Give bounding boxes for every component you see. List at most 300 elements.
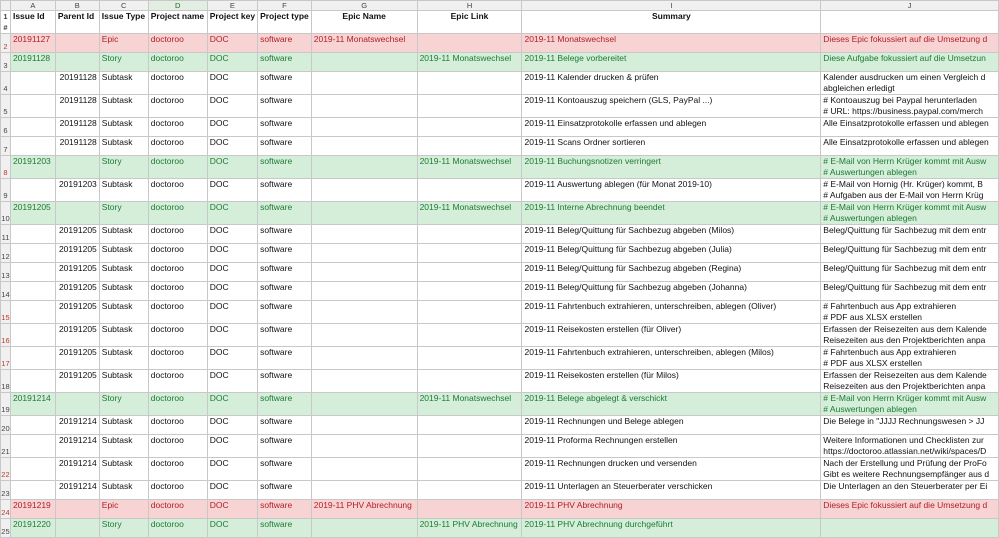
cell-description[interactable]: Weitere Informationen und Checklisten zur https://doctoroo.atlassian.net/wiki/spaces/D	[821, 435, 999, 458]
cell-epic-link[interactable]	[417, 34, 522, 53]
cell-summary[interactable]: 2019-11 Belege vorbereitet	[522, 53, 821, 72]
cell-epic-link[interactable]	[417, 282, 522, 301]
cell-project-key[interactable]: DOC	[207, 156, 257, 179]
cell-issue-id[interactable]	[10, 137, 55, 156]
cell-epic-name[interactable]	[311, 458, 417, 481]
cell-project-type[interactable]: software	[258, 156, 312, 179]
cell-project-name[interactable]: doctoroo	[148, 263, 207, 282]
cell-issue-type[interactable]: Epic	[99, 34, 148, 53]
cell-project-type[interactable]: software	[258, 72, 312, 95]
cell-epic-link[interactable]: 2019-11 Monatswechsel	[417, 393, 522, 416]
cell-summary[interactable]: 2019-11 Beleg/Quittung für Sachbezug abgeben (Milos)	[522, 225, 821, 244]
column-header-e[interactable]: E	[207, 1, 257, 11]
cell-summary[interactable]: 2019-11 Auswertung ablegen (für Monat 2019-10)	[522, 179, 821, 202]
cell-issue-type[interactable]: Subtask	[99, 347, 148, 370]
cell-parent-id[interactable]: 20191128	[55, 72, 99, 95]
cell-issue-id[interactable]	[10, 301, 55, 324]
row-number[interactable]: 15	[1, 301, 11, 324]
cell-parent-id[interactable]: 20191205	[55, 282, 99, 301]
column-header-i[interactable]: I	[522, 1, 821, 11]
cell-project-name[interactable]: doctoroo	[148, 34, 207, 53]
cell-project-name[interactable]: doctoroo	[148, 481, 207, 500]
cell-epic-name[interactable]	[311, 95, 417, 118]
cell-issue-id[interactable]: 20191127	[10, 34, 55, 53]
cell-summary[interactable]: 2019-11 Beleg/Quittung für Sachbezug abgeben (Johanna)	[522, 282, 821, 301]
cell-project-name[interactable]: doctoroo	[148, 244, 207, 263]
cell-issue-type[interactable]: Subtask	[99, 118, 148, 137]
cell-project-type[interactable]: software	[258, 370, 312, 393]
column-header-a[interactable]: A	[10, 1, 55, 11]
cell-epic-link[interactable]	[417, 458, 522, 481]
cell-description[interactable]: Nach der Erstellung und Prüfung der ProFo Gibt es weitere Rechnungsempfänger aus d	[821, 458, 999, 481]
cell-epic-link[interactable]	[417, 416, 522, 435]
header-parent-id[interactable]: Parent Id	[55, 11, 99, 34]
cell-summary[interactable]: 2019-11 Reisekosten erstellen (für Oliver)	[522, 324, 821, 347]
header-project-key[interactable]: Project key	[207, 11, 257, 34]
cell-project-name[interactable]: doctoroo	[148, 393, 207, 416]
cell-issue-type[interactable]: Subtask	[99, 282, 148, 301]
cell-description[interactable]: Diese Aufgabe fokussiert auf die Umsetzun	[821, 53, 999, 72]
cell-epic-link[interactable]	[417, 225, 522, 244]
cell-issue-id[interactable]: 20191203	[10, 156, 55, 179]
cell-issue-type[interactable]: Subtask	[99, 481, 148, 500]
column-header-j[interactable]: J	[821, 1, 999, 11]
cell-description[interactable]: Alle Einsatzprotokolle erfassen und ablegen	[821, 118, 999, 137]
table-row	[1, 137, 999, 156]
column-header-f[interactable]: F	[258, 1, 312, 11]
cell-description[interactable]: Die Unterlagen an den Steuerberater per Ei	[821, 481, 999, 500]
cell-epic-name[interactable]: 2019-11 PHV Abrechnung	[311, 500, 417, 519]
cell-epic-link[interactable]	[417, 370, 522, 393]
cell-description[interactable]: Beleg/Quittung für Sachbezug mit dem entr	[821, 263, 999, 282]
cell-issue-id[interactable]	[10, 225, 55, 244]
cell-summary[interactable]: 2019-11 Fahrtenbuch extrahieren, unterschreiben, ablegen (Milos)	[522, 347, 821, 370]
cell-project-name[interactable]: doctoroo	[148, 370, 207, 393]
header-description[interactable]	[821, 11, 999, 34]
table-row	[1, 416, 999, 435]
cell-issue-id[interactable]	[10, 244, 55, 263]
cell-description[interactable]: Dieses Epic fokussiert auf die Umsetzung d	[821, 500, 999, 519]
cell-project-name[interactable]: doctoroo	[148, 458, 207, 481]
cell-parent-id[interactable]: 20191205	[55, 263, 99, 282]
row-number[interactable]: 16	[1, 324, 11, 347]
cell-project-type[interactable]: software	[258, 137, 312, 156]
cell-description[interactable]: Kalender ausdrucken um einen Vergleich d abgleichen erledigt	[821, 72, 999, 95]
cell-project-key[interactable]: DOC	[207, 481, 257, 500]
row-number[interactable]: 25	[1, 519, 11, 538]
cell-epic-name[interactable]	[311, 118, 417, 137]
cell-project-name[interactable]: doctoroo	[148, 202, 207, 225]
cell-epic-name[interactable]	[311, 301, 417, 324]
cell-description[interactable]: Erfassen der Reisezeiten aus dem Kalende Reisezeiten aus den Projektberichten anpa	[821, 370, 999, 393]
row-number[interactable]: 19	[1, 393, 11, 416]
cell-issue-id[interactable]	[10, 282, 55, 301]
cell-epic-name[interactable]	[311, 244, 417, 263]
cell-summary[interactable]: 2019-11 Unterlagen an Steuerberater verschicken	[522, 481, 821, 500]
cell-epic-name[interactable]	[311, 202, 417, 225]
cell-issue-type[interactable]: Subtask	[99, 301, 148, 324]
cell-description[interactable]: Dieses Epic fokussiert auf die Umsetzung d	[821, 34, 999, 53]
row-number[interactable]: 9	[1, 179, 11, 202]
row-number[interactable]: 21	[1, 435, 11, 458]
cell-epic-link[interactable]: 2019-11 PHV Abrechnung	[417, 519, 522, 538]
cell-issue-id[interactable]	[10, 263, 55, 282]
cell-summary[interactable]: 2019-11 Belege abgelegt & verschickt	[522, 393, 821, 416]
cell-description[interactable]: # Fahrtenbuch aus App extrahieren # PDF aus XLSX erstellen	[821, 347, 999, 370]
cell-epic-link[interactable]	[417, 137, 522, 156]
cell-project-name[interactable]: doctoroo	[148, 347, 207, 370]
table-row	[1, 435, 999, 458]
table-row	[1, 34, 999, 53]
cell-summary[interactable]: 2019-11 Monatswechsel	[522, 34, 821, 53]
cell-project-type[interactable]: software	[258, 416, 312, 435]
cell-issue-type[interactable]: Subtask	[99, 179, 148, 202]
header-project-name[interactable]: Project name	[148, 11, 207, 34]
cell-project-type[interactable]: software	[258, 263, 312, 282]
cell-parent-id[interactable]: 20191214	[55, 481, 99, 500]
row-number[interactable]: 12	[1, 244, 11, 263]
cell-project-key[interactable]: DOC	[207, 118, 257, 137]
cell-summary[interactable]: 2019-11 Reisekosten erstellen (für Milos)	[522, 370, 821, 393]
cell-issue-type[interactable]: Story	[99, 53, 148, 72]
cell-summary[interactable]: 2019-11 Buchungsnotizen verringert	[522, 156, 821, 179]
cell-epic-name[interactable]	[311, 263, 417, 282]
cell-epic-link[interactable]	[417, 481, 522, 500]
cell-summary[interactable]: 2019-11 Proforma Rechnungen erstellen	[522, 435, 821, 458]
cell-project-key[interactable]: DOC	[207, 416, 257, 435]
cell-parent-id[interactable]	[55, 500, 99, 519]
cell-issue-type[interactable]: Story	[99, 156, 148, 179]
row-number[interactable]: 22	[1, 458, 11, 481]
cell-epic-name[interactable]	[311, 347, 417, 370]
cell-parent-id[interactable]: 20191205	[55, 324, 99, 347]
cell-issue-id[interactable]: 20191219	[10, 500, 55, 519]
cell-summary[interactable]: 2019-11 Kontoauszug speichern (GLS, PayPal ...)	[522, 95, 821, 118]
cell-issue-id[interactable]	[10, 95, 55, 118]
cell-project-type[interactable]: software	[258, 282, 312, 301]
cell-summary[interactable]: 2019-11 Scans Ordner sortieren	[522, 137, 821, 156]
header-summary[interactable]: Summary	[522, 11, 821, 34]
cell-epic-link[interactable]	[417, 324, 522, 347]
cell-summary[interactable]: 2019-11 Kalender drucken & prüfen	[522, 72, 821, 95]
cell-project-key[interactable]: DOC	[207, 347, 257, 370]
cell-issue-type[interactable]: Subtask	[99, 324, 148, 347]
cell-parent-id[interactable]: 20191205	[55, 370, 99, 393]
header-epic-name[interactable]: Epic Name	[311, 11, 417, 34]
cell-project-key[interactable]: DOC	[207, 500, 257, 519]
cell-epic-name[interactable]: 2019-11 Monatswechsel	[311, 34, 417, 53]
cell-epic-link[interactable]	[417, 72, 522, 95]
cell-parent-id[interactable]	[55, 393, 99, 416]
cell-project-key[interactable]: DOC	[207, 53, 257, 72]
cell-description[interactable]: Beleg/Quittung für Sachbezug mit dem entr	[821, 282, 999, 301]
cell-project-name[interactable]: doctoroo	[148, 72, 207, 95]
header-issue-id[interactable]: Issue Id	[10, 11, 55, 34]
cell-issue-type[interactable]: Story	[99, 519, 148, 538]
cell-description[interactable]: # E-Mail von Hornig (Hr. Krüger) kommt, B # Aufgaben aus der E-Mail von Herrn Krüg	[821, 179, 999, 202]
cell-parent-id[interactable]	[55, 156, 99, 179]
cell-project-name[interactable]: doctoroo	[148, 137, 207, 156]
cell-project-type[interactable]: software	[258, 53, 312, 72]
cell-project-type[interactable]: software	[258, 481, 312, 500]
header-issue-type[interactable]: Issue Type	[99, 11, 148, 34]
cell-issue-id[interactable]	[10, 118, 55, 137]
cell-description[interactable]: # E-Mail von Herrn Krüger kommt mit Ausw # Auswertungen ablegen	[821, 393, 999, 416]
cell-issue-type[interactable]: Story	[99, 202, 148, 225]
cell-parent-id[interactable]: 20191214	[55, 435, 99, 458]
cell-project-key[interactable]: DOC	[207, 282, 257, 301]
cell-epic-link[interactable]	[417, 347, 522, 370]
cell-epic-link[interactable]	[417, 179, 522, 202]
cell-epic-name[interactable]	[311, 370, 417, 393]
cell-project-type[interactable]: software	[258, 393, 312, 416]
cell-issue-id[interactable]: 20191220	[10, 519, 55, 538]
cell-project-key[interactable]: DOC	[207, 202, 257, 225]
cell-project-type[interactable]: software	[258, 95, 312, 118]
cell-description[interactable]: Beleg/Quittung für Sachbezug mit dem entr	[821, 244, 999, 263]
cell-epic-link[interactable]	[417, 118, 522, 137]
cell-issue-id[interactable]: 20191205	[10, 202, 55, 225]
cell-epic-link[interactable]: 2019-11 Monatswechsel	[417, 156, 522, 179]
cell-epic-link[interactable]: 2019-11 Monatswechsel	[417, 53, 522, 72]
row-number[interactable]: 13	[1, 263, 11, 282]
cell-project-type[interactable]: software	[258, 347, 312, 370]
cell-parent-id[interactable]: 20191205	[55, 244, 99, 263]
cell-issue-type[interactable]: Subtask	[99, 137, 148, 156]
table-row	[1, 519, 999, 538]
row-number[interactable]: 11	[1, 225, 11, 244]
cell-epic-link[interactable]: 2019-11 Monatswechsel	[417, 202, 522, 225]
row-number[interactable]: 14	[1, 282, 11, 301]
cell-epic-name[interactable]	[311, 53, 417, 72]
column-header-c[interactable]: C	[99, 1, 148, 11]
cell-project-type[interactable]: software	[258, 202, 312, 225]
cell-issue-id[interactable]	[10, 435, 55, 458]
table-row	[1, 301, 999, 324]
cell-summary[interactable]: 2019-11 Fahrtenbuch extrahieren, unterschreiben, ablegen (Oliver)	[522, 301, 821, 324]
cell-project-key[interactable]: DOC	[207, 225, 257, 244]
cell-issue-type[interactable]: Subtask	[99, 370, 148, 393]
table-row	[1, 500, 999, 519]
cell-epic-name[interactable]	[311, 225, 417, 244]
cell-summary[interactable]: 2019-11 Beleg/Quittung für Sachbezug abgeben (Regina)	[522, 263, 821, 282]
cell-parent-id[interactable]	[55, 34, 99, 53]
row-number[interactable]: 24	[1, 500, 11, 519]
cell-description[interactable]: # Fahrtenbuch aus App extrahieren # PDF aus XLSX erstellen	[821, 301, 999, 324]
cell-project-name[interactable]: doctoroo	[148, 156, 207, 179]
cell-issue-id[interactable]: 20191214	[10, 393, 55, 416]
cell-project-key[interactable]: DOC	[207, 435, 257, 458]
cell-epic-link[interactable]	[417, 435, 522, 458]
cell-parent-id[interactable]: 20191214	[55, 458, 99, 481]
column-header-h[interactable]: H	[417, 1, 522, 11]
row-number[interactable]	[1, 11, 11, 34]
cell-project-name[interactable]: doctoroo	[148, 118, 207, 137]
cell-issue-type[interactable]: Subtask	[99, 263, 148, 282]
cell-epic-name[interactable]	[311, 416, 417, 435]
cell-project-type[interactable]: software	[258, 118, 312, 137]
row-number[interactable]: 7	[1, 137, 11, 156]
cell-project-type[interactable]: software	[258, 435, 312, 458]
cell-project-key[interactable]: DOC	[207, 179, 257, 202]
cell-epic-name[interactable]	[311, 393, 417, 416]
cell-description[interactable]: Erfassen der Reisezeiten aus dem Kalende Reisezeiten aus den Projektberichten anpa	[821, 324, 999, 347]
cell-issue-type[interactable]: Subtask	[99, 244, 148, 263]
cell-epic-link[interactable]	[417, 95, 522, 118]
cell-project-name[interactable]: doctoroo	[148, 282, 207, 301]
cell-issue-id[interactable]	[10, 347, 55, 370]
cell-issue-id[interactable]	[10, 458, 55, 481]
cell-summary[interactable]: 2019-11 Rechnungen drucken und versenden	[522, 458, 821, 481]
row-number[interactable]: 18	[1, 370, 11, 393]
table-row	[1, 393, 999, 416]
cell-description[interactable]: # E-Mail von Herrn Krüger kommt mit Ausw # Auswertungen ablegen	[821, 156, 999, 179]
row-number[interactable]: 3	[1, 53, 11, 72]
cell-epic-name[interactable]	[311, 435, 417, 458]
cell-project-key[interactable]: DOC	[207, 393, 257, 416]
cell-epic-name[interactable]	[311, 324, 417, 347]
table-row	[1, 202, 999, 225]
row-number[interactable]: 2	[1, 34, 11, 53]
cell-issue-type[interactable]: Subtask	[99, 225, 148, 244]
cell-epic-name[interactable]	[311, 72, 417, 95]
header-project-type[interactable]: Project type	[258, 11, 312, 34]
cell-epic-name[interactable]	[311, 156, 417, 179]
cell-epic-link[interactable]	[417, 301, 522, 324]
cell-project-type[interactable]: software	[258, 500, 312, 519]
cell-issue-id[interactable]	[10, 72, 55, 95]
cell-epic-link[interactable]	[417, 244, 522, 263]
cell-project-key[interactable]: DOC	[207, 34, 257, 53]
cell-parent-id[interactable]	[55, 202, 99, 225]
cell-parent-id[interactable]: 20191128	[55, 118, 99, 137]
cell-summary[interactable]: 2019-11 Interne Abrechnung beendet	[522, 202, 821, 225]
cell-description[interactable]	[821, 519, 999, 538]
header-epic-link[interactable]: Epic Link	[417, 11, 522, 34]
column-header-b[interactable]: B	[55, 1, 99, 11]
cell-project-key[interactable]: DOC	[207, 324, 257, 347]
cell-project-name[interactable]: doctoroo	[148, 225, 207, 244]
cell-parent-id[interactable]	[55, 53, 99, 72]
cell-issue-type[interactable]: Epic	[99, 500, 148, 519]
row-number[interactable]: 4	[1, 72, 11, 95]
row-number[interactable]: 20	[1, 416, 11, 435]
cell-project-name[interactable]: doctoroo	[148, 53, 207, 72]
column-header-d[interactable]: D	[148, 1, 207, 11]
row-number[interactable]: 23	[1, 481, 11, 500]
cell-project-name[interactable]: doctoroo	[148, 416, 207, 435]
cell-description[interactable]: Die Belege in "JJJJ Rechnungswesen > JJ	[821, 416, 999, 435]
cell-parent-id[interactable]: 20191205	[55, 347, 99, 370]
cell-project-type[interactable]: software	[258, 179, 312, 202]
cell-summary[interactable]: 2019-11 PHV Abrechnung durchgeführt	[522, 519, 821, 538]
cell-issue-id[interactable]: 20191128	[10, 53, 55, 72]
cell-epic-link[interactable]	[417, 263, 522, 282]
cell-parent-id[interactable]: 20191128	[55, 95, 99, 118]
cell-project-type[interactable]: software	[258, 458, 312, 481]
cell-issue-id[interactable]	[10, 481, 55, 500]
cell-summary[interactable]: 2019-11 Einsatzprotokolle erfassen und ablegen	[522, 118, 821, 137]
cell-issue-type[interactable]: Subtask	[99, 416, 148, 435]
cell-issue-id[interactable]	[10, 416, 55, 435]
cell-parent-id[interactable]: 20191203	[55, 179, 99, 202]
row-number[interactable]: 5	[1, 95, 11, 118]
cell-description[interactable]: Alle Einsatzprotokolle erfassen und ablegen	[821, 137, 999, 156]
hash-mark: #	[3, 23, 8, 32]
column-header-g[interactable]: G	[311, 1, 417, 11]
row-number[interactable]: 10	[1, 202, 11, 225]
table-row	[1, 179, 999, 202]
row-number-label: 1	[3, 12, 8, 21]
select-all-corner[interactable]	[1, 1, 11, 11]
cell-description[interactable]: # Kontoauszug bei Paypal herunterladen # URL: https://business.paypal.com/merch	[821, 95, 999, 118]
cell-epic-name[interactable]	[311, 282, 417, 301]
cell-issue-type[interactable]: Story	[99, 393, 148, 416]
cell-project-name[interactable]: doctoroo	[148, 500, 207, 519]
cell-description[interactable]: Beleg/Quittung für Sachbezug mit dem entr	[821, 225, 999, 244]
cell-project-name[interactable]: doctoroo	[148, 324, 207, 347]
cell-parent-id[interactable]: 20191128	[55, 137, 99, 156]
cell-summary[interactable]: 2019-11 Beleg/Quittung für Sachbezug abgeben (Julia)	[522, 244, 821, 263]
cell-project-key[interactable]: DOC	[207, 72, 257, 95]
cell-project-key[interactable]: DOC	[207, 301, 257, 324]
cell-project-key[interactable]: DOC	[207, 458, 257, 481]
cell-epic-name[interactable]	[311, 179, 417, 202]
cell-project-key[interactable]: DOC	[207, 370, 257, 393]
table-row	[1, 225, 999, 244]
cell-project-type[interactable]: software	[258, 34, 312, 53]
cell-project-type[interactable]: software	[258, 324, 312, 347]
table-row	[1, 263, 999, 282]
cell-project-name[interactable]: doctoroo	[148, 301, 207, 324]
cell-epic-name[interactable]	[311, 481, 417, 500]
cell-project-key[interactable]: DOC	[207, 95, 257, 118]
cell-epic-name[interactable]	[311, 137, 417, 156]
cell-issue-type[interactable]: Subtask	[99, 95, 148, 118]
cell-project-key[interactable]: DOC	[207, 519, 257, 538]
cell-issue-id[interactable]	[10, 370, 55, 393]
cell-project-type[interactable]: software	[258, 519, 312, 538]
cell-project-name[interactable]: doctoroo	[148, 519, 207, 538]
cell-project-type[interactable]: software	[258, 244, 312, 263]
cell-project-name[interactable]: doctoroo	[148, 95, 207, 118]
cell-parent-id[interactable]: 20191205	[55, 301, 99, 324]
cell-project-name[interactable]: doctoroo	[148, 435, 207, 458]
row-number[interactable]: 17	[1, 347, 11, 370]
cell-project-key[interactable]: DOC	[207, 137, 257, 156]
cell-project-key[interactable]: DOC	[207, 244, 257, 263]
cell-project-type[interactable]: software	[258, 301, 312, 324]
cell-parent-id[interactable]: 20191214	[55, 416, 99, 435]
cell-epic-link[interactable]	[417, 500, 522, 519]
row-number[interactable]: 8	[1, 156, 11, 179]
cell-issue-type[interactable]: Subtask	[99, 458, 148, 481]
cell-summary[interactable]: 2019-11 Rechnungen und Belege ablegen	[522, 416, 821, 435]
cell-project-key[interactable]: DOC	[207, 263, 257, 282]
cell-epic-name[interactable]	[311, 519, 417, 538]
cell-issue-type[interactable]: Subtask	[99, 72, 148, 95]
cell-parent-id[interactable]	[55, 519, 99, 538]
cell-project-name[interactable]: doctoroo	[148, 179, 207, 202]
cell-project-type[interactable]: software	[258, 225, 312, 244]
cell-issue-id[interactable]	[10, 324, 55, 347]
row-number[interactable]: 6	[1, 118, 11, 137]
cell-issue-id[interactable]	[10, 179, 55, 202]
cell-description[interactable]: # E-Mail von Herrn Krüger kommt mit Ausw # Auswertungen ablegen	[821, 202, 999, 225]
cell-parent-id[interactable]: 20191205	[55, 225, 99, 244]
cell-summary[interactable]: 2019-11 PHV Abrechnung	[522, 500, 821, 519]
cell-issue-type[interactable]: Subtask	[99, 435, 148, 458]
